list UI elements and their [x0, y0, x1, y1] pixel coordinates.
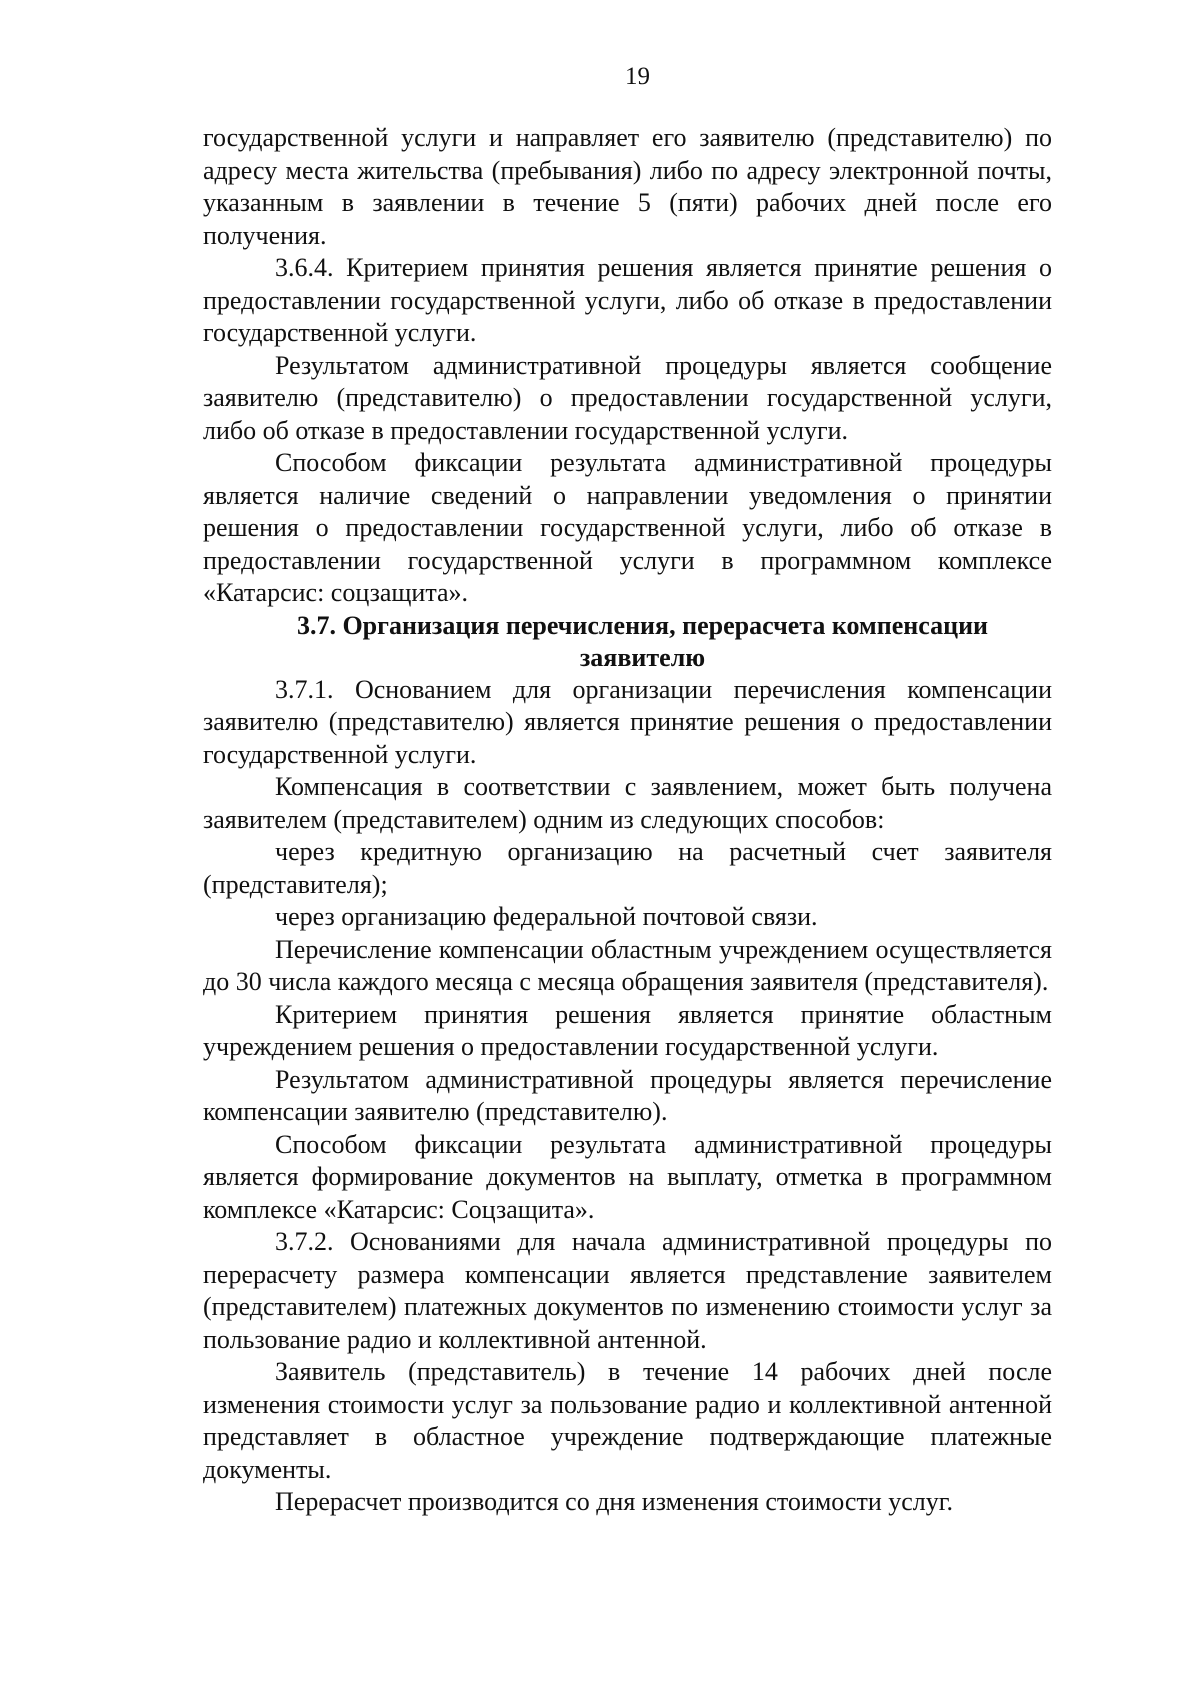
page-number: 19 [625, 63, 650, 90]
paragraph-criterion: Критерием принятия решения является принятие областным учреждением решения о предоставлении государственной услуги. [203, 999, 1052, 1061]
paragraph-applicant-documents: Заявитель (представитель) в течение 14 рабочих дней после изменения стоимости услуг за пользование радио и коллективной антенной представляет в областное учреждение подтверждающие платежные документы. [203, 1357, 1052, 1484]
paragraph-continuation: государственной услуги и направляет его заявителю (представителю) по адресу места жительства (пребывания) либо по адресу электронной почты, указанным в заявлении в течение 5 (пяти) рабочих дней после его получения. [203, 123, 1052, 250]
paragraph-recalculation: Перерасчет производится со дня изменения стоимости услуг. [275, 1487, 953, 1516]
paragraph-fixation: Способом фиксации результата административной процедуры является наличие сведений о направлении уведомления о принятии решения о предоставлении государственной услуги, либо об отказе в предоставлении государственной услуги в программном комплексе «Катарсис: соцзащита». [203, 448, 1052, 607]
body-text-after-heading [203, 674, 1052, 1519]
paragraph-transfer-deadline: Перечисление компенсации областным учреждением осуществляется до 30 числа каждого месяца с месяца обращения заявителя (представителя). [203, 934, 1052, 996]
body-text-before-heading [203, 122, 1052, 610]
paragraph-3-7-2: 3.7.2. Основаниями для начала административной процедуры по перерасчету размера компенсации является представление заявителем (представителем) платежных документов по изменению стоимости услуг за пользование радио и коллективной антенной. [203, 1227, 1052, 1354]
paragraph-3-6-4: 3.6.4. Критерием принятия решения является принятие решения о предоставлении государственной услуги, либо об отказе в предоставлении государственной услуги. [203, 253, 1052, 347]
paragraph-method-credit-org: через кредитную организацию на расчетный счет заявителя (представителя); [203, 837, 1052, 899]
paragraph-method-postal: через организацию федеральной почтовой связи. [275, 902, 818, 931]
paragraph-result-transfer: Результатом административной процедуры является перечисление компенсации заявителю (представителю). [203, 1064, 1052, 1126]
paragraph-result: Результатом административной процедуры является сообщение заявителю (представителю) о предоставлении государственной услуги, либо об отказе в предоставлении государственной услуги. [203, 350, 1052, 445]
paragraph-3-7-1: 3.7.1. Основанием для организации перечисления компенсации заявителю (представителю) является принятие решения о предоставлении государственной услуги. [203, 674, 1052, 769]
section-heading-line-2: заявителю [579, 642, 706, 672]
section-heading-line-1: 3.7. Организация перечисления, перерасчета компенсации [296, 610, 989, 640]
section-heading [203, 610, 1052, 674]
paragraph-fixation-transfer: Способом фиксации результата административной процедуры является формирование документов на выплату, отметка в программном комплексе «Катарсис: Соцзащита». [203, 1129, 1052, 1224]
paragraph-compensation-methods: Компенсация в соответствии с заявлением, может быть получена заявителем (представителем) одним из следующих способов: [203, 772, 1052, 834]
